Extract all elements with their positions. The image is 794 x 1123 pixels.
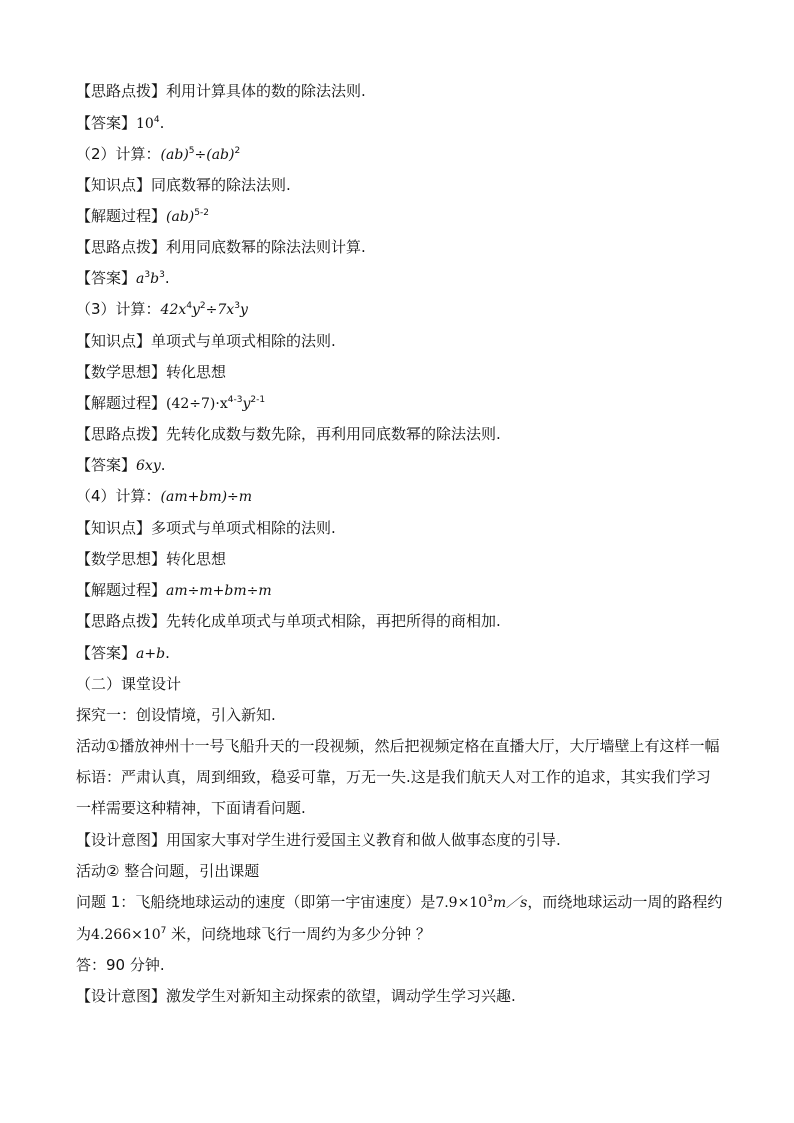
- activity-1-paragraph: [76, 731, 724, 824]
- hint-line-3: [76, 424, 724, 444]
- answer-line-4: [76, 643, 724, 664]
- answer-tag: 【答案】: [76, 114, 137, 132]
- design-intent-line-2: [76, 986, 724, 1006]
- design-intent-tag: 【设计意图】: [76, 987, 167, 1005]
- hint-tag: 【思路点拨】: [76, 238, 167, 256]
- design-intent-text: 激发学生对新知主动探索的欲望，调动学生学习兴趣.: [166, 987, 516, 1005]
- design-intent-tag: 【设计意图】: [76, 831, 167, 849]
- problem-label: （3）计算：: [76, 300, 161, 318]
- problem-4-line: [76, 486, 724, 507]
- activity-1-text: 活动①播放神州十一号飞船升天的一段视频，然后把视频定格在直播大厅，大厅墙壁上有这样一幅标语：严肃认真，周到细致，稳妥可靠，万无一失.这是我们航天人对工作的追求，其实我们学习一样需要这种精神，下面请看问题.: [76, 737, 720, 817]
- solution-math: (ab): [166, 209, 195, 225]
- problem-math: ÷7x: [205, 302, 235, 318]
- knowledge-tag: 【知识点】: [76, 519, 152, 537]
- answer-exponent: 3: [159, 270, 165, 280]
- question-value: 7.9×10: [435, 895, 488, 911]
- thinking-tag: 【数学思想】: [76, 550, 167, 568]
- answer-math: a: [136, 271, 145, 287]
- problem-label: （4）计算：: [76, 487, 161, 505]
- explore-heading-text: 探究一：创设情境，引入新知.: [76, 706, 276, 724]
- answer-minutes-text: 答：90 分钟.: [76, 956, 165, 974]
- answer-math: b: [150, 271, 160, 287]
- question-value: 4.266×10: [91, 927, 161, 943]
- answer-line-3: [76, 455, 724, 476]
- problem-math: (ab): [160, 147, 189, 163]
- design-intent-text: 用国家大事对学生进行爱国主义教育和做人做事态度的引导.: [166, 831, 561, 849]
- knowledge-line-3: [76, 331, 724, 351]
- question-exponent: 7: [160, 926, 167, 936]
- activity-2-text: 活动② 整合问题，引出课题: [76, 862, 260, 880]
- problem-math: y: [239, 302, 248, 318]
- knowledge-text: 同底数幂的除法法则.: [151, 176, 291, 194]
- section-heading: [76, 674, 724, 694]
- solution-tag: 【解题过程】: [76, 207, 167, 225]
- question-1-paragraph: [76, 887, 724, 951]
- thinking-line-4: [76, 549, 724, 569]
- solution-tag: 【解题过程】: [76, 394, 167, 412]
- thinking-tag: 【数学思想】: [76, 363, 167, 381]
- hint-tag: 【思路点拨】: [76, 612, 167, 630]
- problem-math: ÷(ab): [194, 147, 235, 163]
- problem-exponent: 2: [234, 146, 241, 156]
- problem-math: 42x: [160, 302, 187, 318]
- question-exponent: 3: [487, 894, 493, 904]
- question-text: ，而绕地球运动一周的路程约为: [76, 893, 723, 943]
- solution-exponent: 5-2: [194, 208, 209, 218]
- thinking-text: 转化思想: [166, 363, 227, 381]
- hint-text: 利用计算具体的数的除法法则.: [166, 82, 366, 100]
- answer-tag: 【答案】: [76, 644, 137, 662]
- problem-math: y: [192, 302, 200, 318]
- section-heading-text: （二）课堂设计: [76, 675, 182, 693]
- answer-line-1: [76, 113, 724, 134]
- thinking-text: 转化思想: [166, 550, 227, 568]
- solution-exponent: 2-1: [250, 395, 266, 405]
- activity-2-heading: [76, 861, 724, 881]
- knowledge-text: 多项式与单项式相除的法则.: [151, 519, 336, 537]
- design-intent-line-1: [76, 830, 724, 850]
- hint-tag: 【思路点拨】: [76, 82, 167, 100]
- hint-text: 先转化成数与数先除，再利用同底数幂的除法法则.: [166, 425, 501, 443]
- problem-2-line: [76, 144, 724, 165]
- answer-tail: .: [160, 456, 166, 474]
- knowledge-line-2: [76, 175, 724, 195]
- question-text: 米，问绕地球飞行一周约为多少分钟 ？: [166, 925, 431, 943]
- solution-math: y: [242, 396, 251, 412]
- answer-line-2: [76, 268, 724, 289]
- answer-minutes-line: [76, 955, 724, 975]
- problem-3-line: [76, 299, 724, 320]
- solution-math: am÷m+bm÷m: [166, 583, 272, 599]
- answer-math: a+b: [136, 646, 166, 662]
- answer-base: 10: [136, 116, 154, 132]
- solution-tag: 【解题过程】: [76, 581, 167, 599]
- answer-tag: 【答案】: [76, 269, 137, 287]
- problem-exponent: 5: [188, 146, 195, 156]
- explore-heading: [76, 705, 724, 725]
- problem-math: (am+bm)÷m: [160, 489, 253, 505]
- question-1-text: 问题 1：飞船绕地球运动的速度（即第一宇宙速度）是: [76, 893, 436, 911]
- answer-exponent: 4: [153, 115, 160, 125]
- hint-line-1: [76, 81, 724, 101]
- hint-tag: 【思路点拨】: [76, 425, 167, 443]
- answer-tail: .: [159, 114, 165, 132]
- solution-exponent: 4-3: [227, 395, 243, 405]
- solution-line-3: [76, 393, 724, 414]
- hint-text: 利用同底数幂的除法法则计算.: [166, 238, 366, 256]
- hint-text: 先转化成单项式与单项式相除，再把所得的商相加.: [166, 612, 501, 630]
- solution-line-4: [76, 580, 724, 601]
- problem-label: （2）计算：: [76, 145, 161, 163]
- question-unit: m／s: [492, 895, 528, 911]
- answer-tail: .: [165, 644, 170, 662]
- answer-exponent: 3: [144, 270, 151, 280]
- knowledge-line-4: [76, 518, 724, 538]
- hint-line-4: [76, 611, 724, 631]
- problem-exponent: 2: [199, 301, 206, 311]
- problem-exponent: 3: [234, 301, 240, 311]
- thinking-line-3: [76, 362, 724, 382]
- answer-tail: .: [164, 269, 170, 287]
- hint-line-2: [76, 237, 724, 257]
- knowledge-tag: 【知识点】: [76, 176, 152, 194]
- solution-math: (42÷7)·x: [166, 396, 228, 412]
- knowledge-text: 单项式与单项式相除的法则.: [151, 332, 336, 350]
- problem-exponent: 4: [186, 301, 192, 311]
- solution-line-2: [76, 206, 724, 227]
- answer-tag: 【答案】: [76, 456, 137, 474]
- knowledge-tag: 【知识点】: [76, 332, 152, 350]
- answer-math: 6xy: [136, 458, 161, 474]
